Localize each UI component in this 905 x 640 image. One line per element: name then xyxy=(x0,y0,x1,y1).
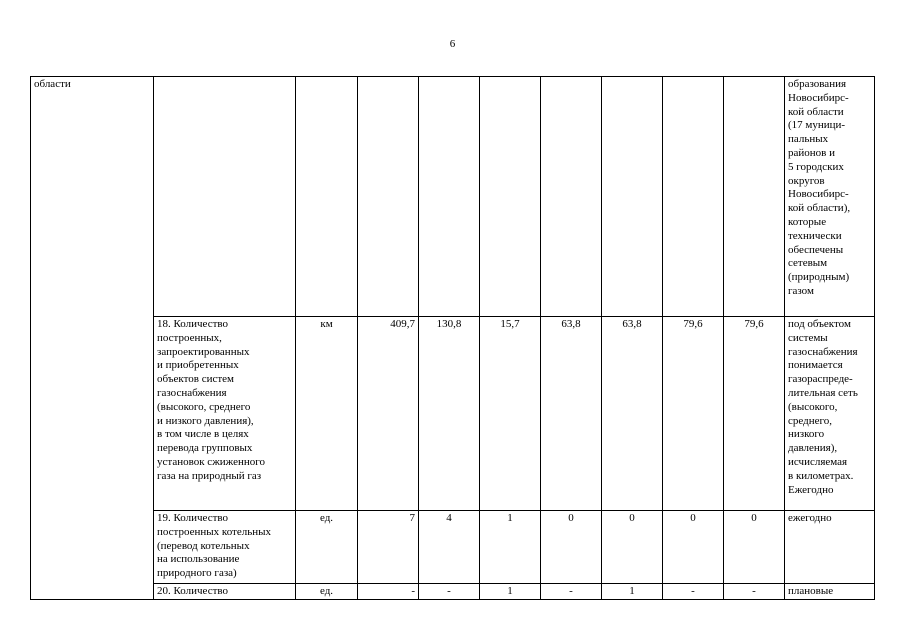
text-line: (высокого, среднего xyxy=(157,400,251,413)
text-line: (высокого, xyxy=(788,400,838,413)
value-cell xyxy=(419,77,480,317)
text-line: образования xyxy=(788,78,847,90)
text-line: 20. Количество xyxy=(157,585,229,597)
value-cell: 63,8 xyxy=(541,317,602,511)
value-cell: - xyxy=(358,584,419,600)
value-cell: 0 xyxy=(663,511,724,584)
value-cell xyxy=(663,77,724,317)
note-cell xyxy=(785,77,875,317)
text-line: (17 муници- xyxy=(788,119,846,132)
text-line: понимается xyxy=(788,359,843,372)
value-cell: 63,8 xyxy=(602,317,663,511)
value-cell: 0 xyxy=(602,511,663,584)
value-cell: 79,6 xyxy=(663,317,724,511)
text-line: технически xyxy=(788,229,842,242)
value-cell: 15,7 xyxy=(480,317,541,511)
value-cell: 4 xyxy=(419,511,480,584)
text-line: на использование xyxy=(157,553,240,566)
text-line: ежегодно xyxy=(788,512,832,524)
text-line: низкого xyxy=(788,428,825,441)
text-line: Новосибирс- xyxy=(788,188,849,201)
text-line: в том числе в целях xyxy=(157,428,249,441)
unit-cell: ед. xyxy=(296,511,358,584)
table-row xyxy=(31,77,875,317)
text-line: пальных xyxy=(788,133,829,146)
value-cell: - xyxy=(724,584,785,600)
text-line: 18. Количество xyxy=(157,318,229,330)
note-cell xyxy=(785,584,875,600)
value-cell: - xyxy=(419,584,480,600)
value-cell: 0 xyxy=(724,511,785,584)
text-line: (природным) xyxy=(788,271,850,284)
text-line: (перевод котельных xyxy=(157,539,250,552)
indicators-table xyxy=(30,76,875,600)
text-line: округов xyxy=(788,174,825,187)
value-cell: 409,7 xyxy=(358,317,419,511)
text-line: давления), xyxy=(788,442,838,455)
note-cell xyxy=(785,317,875,511)
text-line: установок сжиженного xyxy=(157,455,266,468)
text-line: исчисляемая xyxy=(788,455,848,468)
text-line: 5 городских xyxy=(788,160,844,173)
value-cell xyxy=(480,77,541,317)
text-line: в километрах. xyxy=(788,469,854,482)
value-cell: - xyxy=(663,584,724,600)
value-cell: 1 xyxy=(480,584,541,600)
value-cell: 130,8 xyxy=(419,317,480,511)
text-line: газоснабжения xyxy=(157,386,227,399)
text-line: системы xyxy=(788,331,828,344)
unit-cell xyxy=(296,77,358,317)
table-row xyxy=(31,317,875,511)
text-line: газораспреде- xyxy=(788,373,853,386)
text-line: газом xyxy=(788,284,814,297)
value-cell: - xyxy=(541,584,602,600)
value-cell: 79,6 xyxy=(724,317,785,511)
indicator-name-cell xyxy=(154,77,296,317)
text-line: сетевым xyxy=(788,257,828,270)
text-line: которые xyxy=(788,215,827,228)
table-row xyxy=(31,584,875,600)
indicator-name-cell xyxy=(154,511,296,584)
text-line: объектов систем xyxy=(157,373,234,386)
indicator-name-cell xyxy=(154,584,296,600)
text-line: кой области), xyxy=(788,202,851,215)
text-line: газоснабжения xyxy=(788,345,858,358)
unit-cell: ед. xyxy=(296,584,358,600)
text-line: и приобретенных xyxy=(157,359,239,372)
text-line: газа на природный газ xyxy=(157,469,262,482)
text-line: перевода групповых xyxy=(157,442,253,455)
text-line: обеспечены xyxy=(788,243,844,256)
text-line: природного газа) xyxy=(157,567,237,580)
value-cell xyxy=(358,77,419,317)
unit-cell: км xyxy=(296,317,358,511)
note-cell xyxy=(785,511,875,584)
value-cell xyxy=(724,77,785,317)
page-number: 6 xyxy=(449,38,456,50)
text-line: под объектом xyxy=(788,318,851,330)
text-line: построенных, xyxy=(157,331,222,344)
region-cell: области xyxy=(31,77,154,600)
text-line: среднего, xyxy=(788,414,832,427)
value-cell xyxy=(541,77,602,317)
text-line: и низкого давления), xyxy=(157,414,254,427)
text-line: кой области xyxy=(788,105,844,118)
value-cell: 7 xyxy=(358,511,419,584)
text-line: районов и xyxy=(788,146,835,159)
text-line: Ежегодно xyxy=(788,483,834,496)
text-line: построенных котельных xyxy=(157,525,272,538)
value-cell: 1 xyxy=(602,584,663,600)
table-row xyxy=(31,511,875,584)
value-cell xyxy=(602,77,663,317)
text-line: плановые xyxy=(788,585,834,597)
value-cell: 0 xyxy=(541,511,602,584)
text-line: 19. Количество xyxy=(157,512,229,524)
text-line: запроектированных xyxy=(157,345,250,358)
value-cell: 1 xyxy=(480,511,541,584)
indicator-name-cell xyxy=(154,317,296,511)
text-line: Новосибирс- xyxy=(788,91,849,104)
text-line: лительная сеть xyxy=(788,386,858,399)
